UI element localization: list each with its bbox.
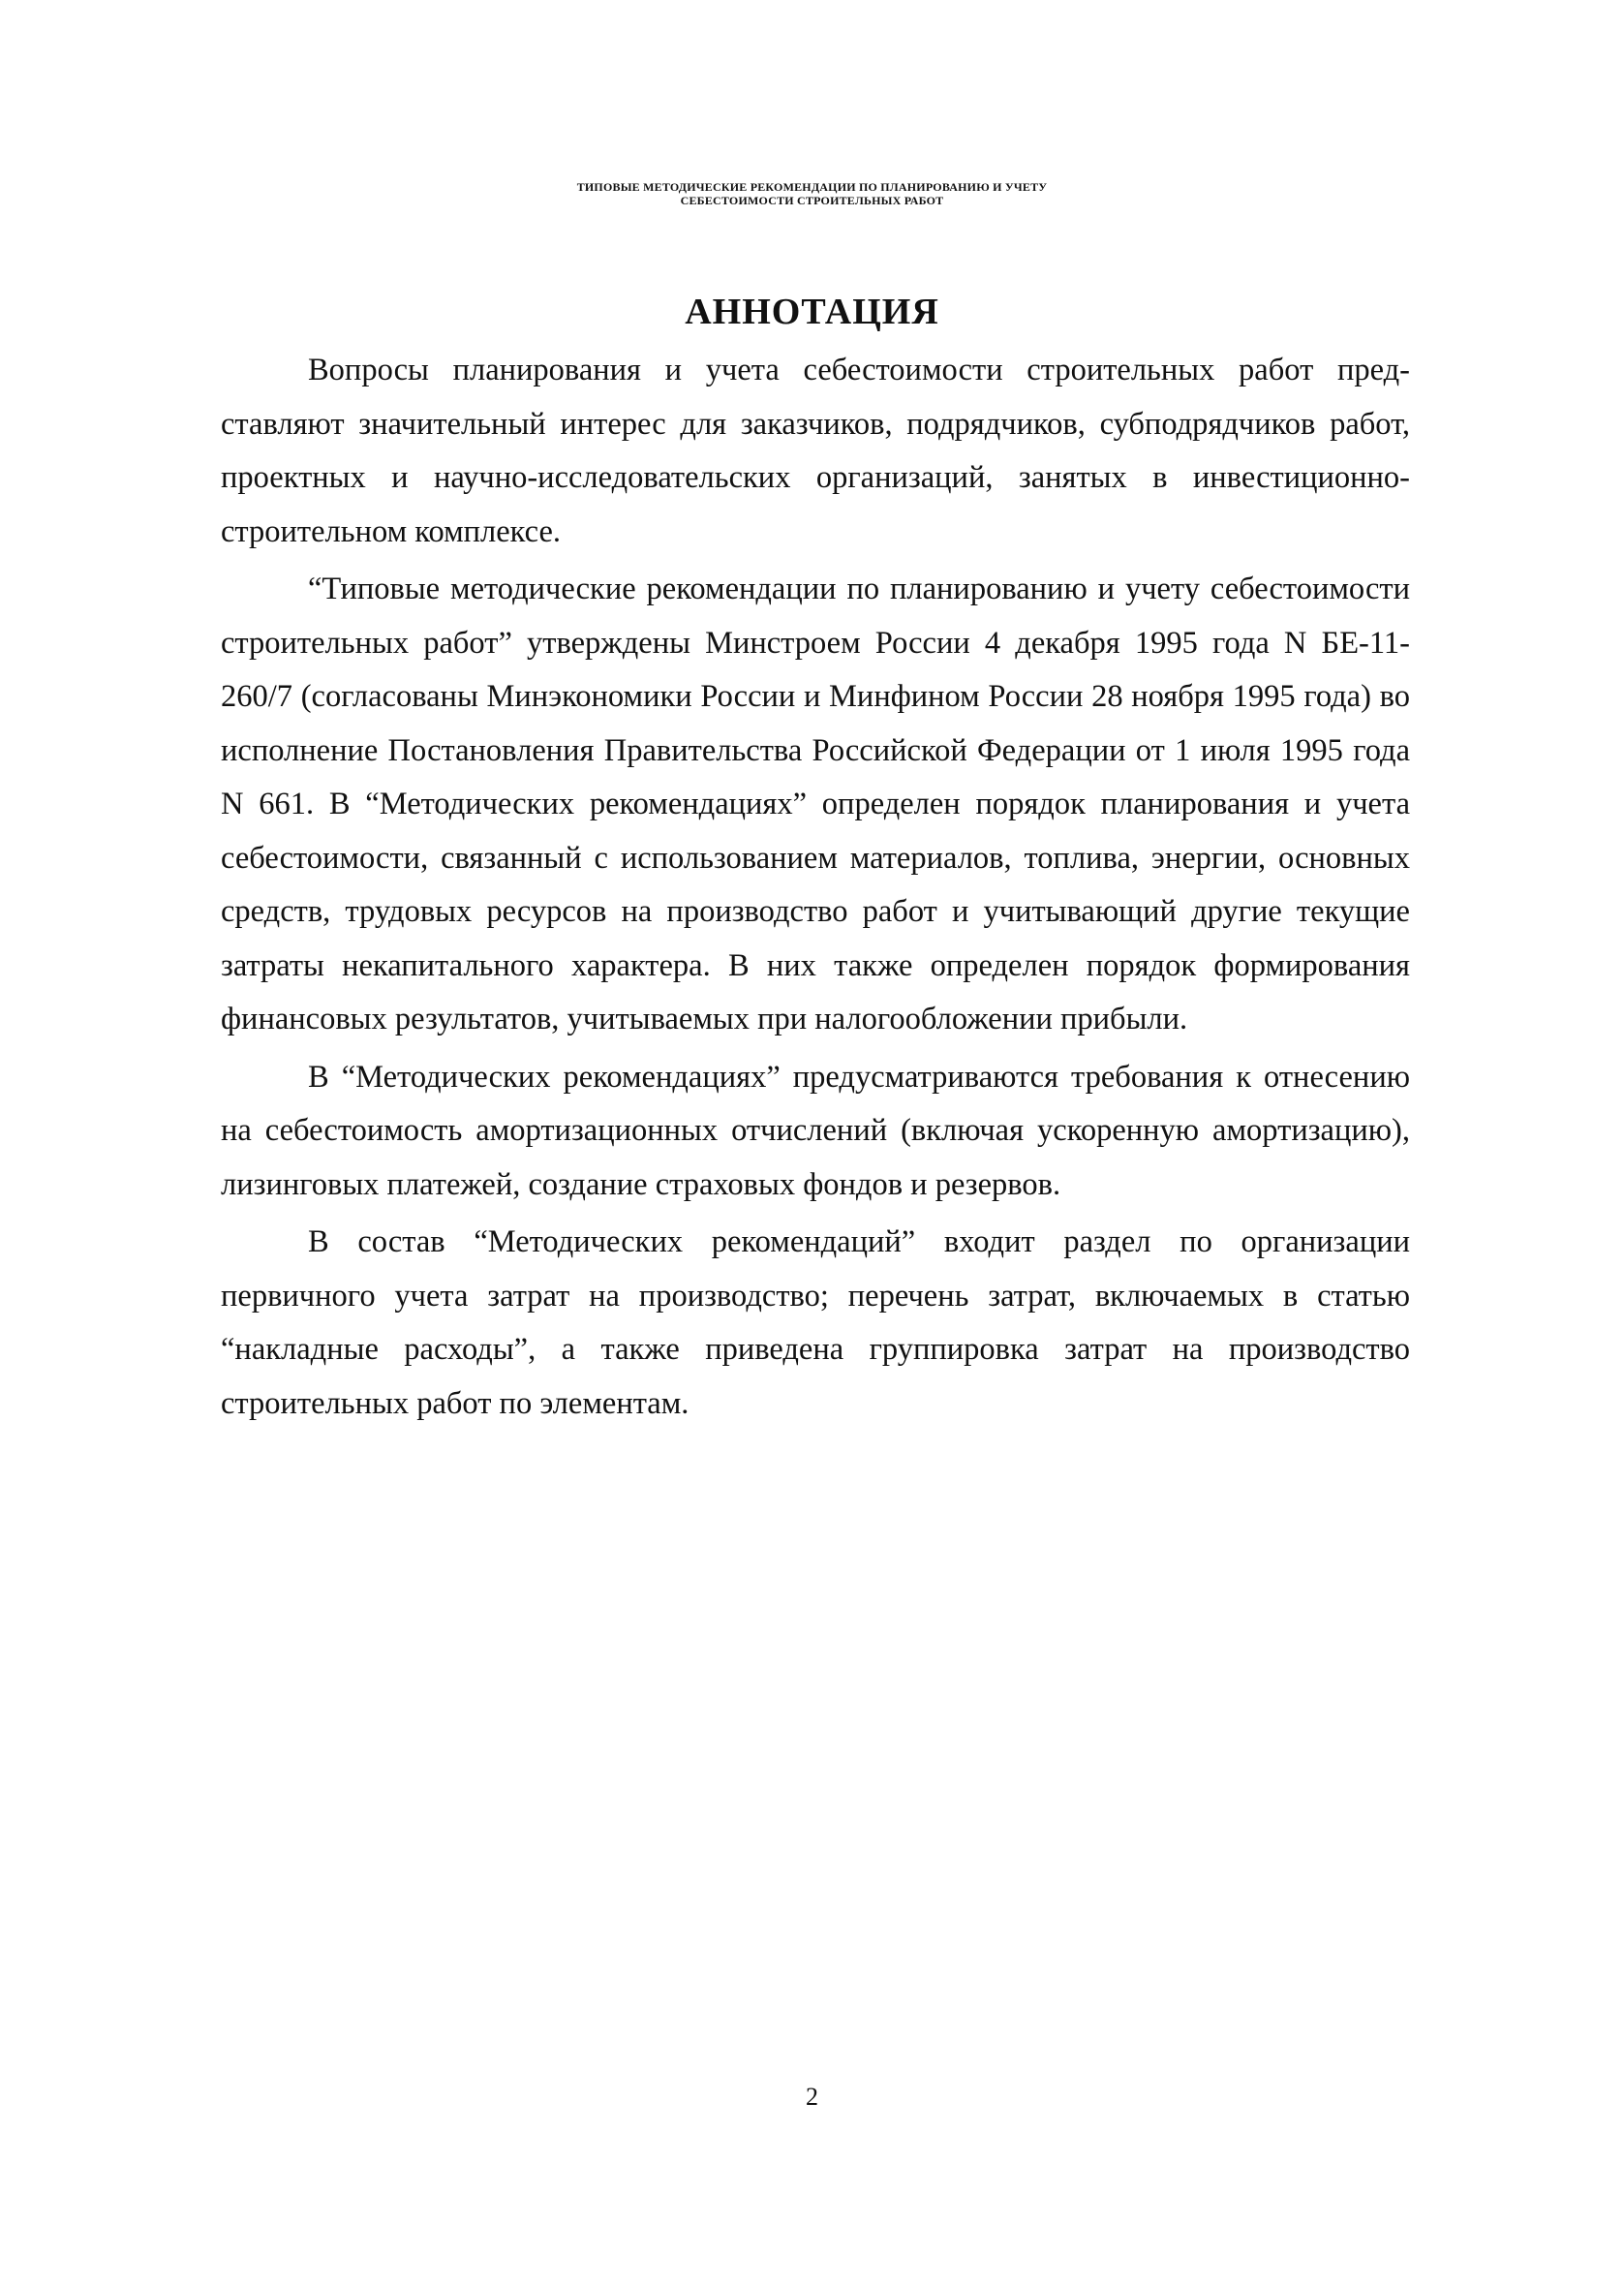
page-number: 2: [806, 2083, 818, 2111]
annotation-body: [221, 344, 1410, 1435]
paragraph-4: В состав “Методических рекомендаций” входит раздел по организации первичного учета затрат на производство; перечень затрат, включаемых в статью “накладные расходы”, а также приведена группировка затрат на производство строительных работ по элементам.: [221, 1224, 1410, 1421]
paragraph-3: В “Методических рекомендациях” предусматриваются требования к отнесению на себестоимость амортизационных отчислений (включая ускоренную амортизацию), лизинговых платежей, создание страховых фондов и резервов.: [221, 1059, 1410, 1202]
running-head: [0, 180, 1624, 207]
paragraph-2: “Типовые методические рекомендации по планированию и учету себестоимости строительных работ” утверждены Минстроем России 4 декабря 1995 года N БЕ-11-260/7 (согласованы Минэкономики России и Минфином России 28 ноября 1995 года) во исполнение Постановления Правительства Российской Федерации от 1 июля 1995 года N 661. В “Методических рекомендациях” определен порядок планирования и учета себестоимости, связанный с использованием материалов, топлива, энергии, основных средств, трудовых ресурсов на производство работ и учитывающий другие текущие затраты некапитального характера. В них также определен порядок формирования финансовых результатов, учитываемых при налогообложении прибыли.: [221, 572, 1410, 1036]
paragraph-1: Вопросы планирования и учета себестоимости строительных работ представляют значительный интерес для заказчиков, подрядчиков, субподрядчиков работ, проектных и научно-исследовательских организаций, занятых в инвестиционно-строительном комплексе.: [221, 353, 1410, 549]
running-head-line-2: СЕБЕСТОИМОСТИ СТРОИТЕЛЬНЫХ РАБОТ: [680, 194, 944, 207]
page-title: АННОТАЦИЯ: [685, 292, 939, 332]
running-head-line-1: ТИПОВЫЕ МЕТОДИЧЕСКИЕ РЕКОМЕНДАЦИИ ПО ПЛАНИРОВАНИЮ И УЧЕТУ: [576, 180, 1048, 194]
